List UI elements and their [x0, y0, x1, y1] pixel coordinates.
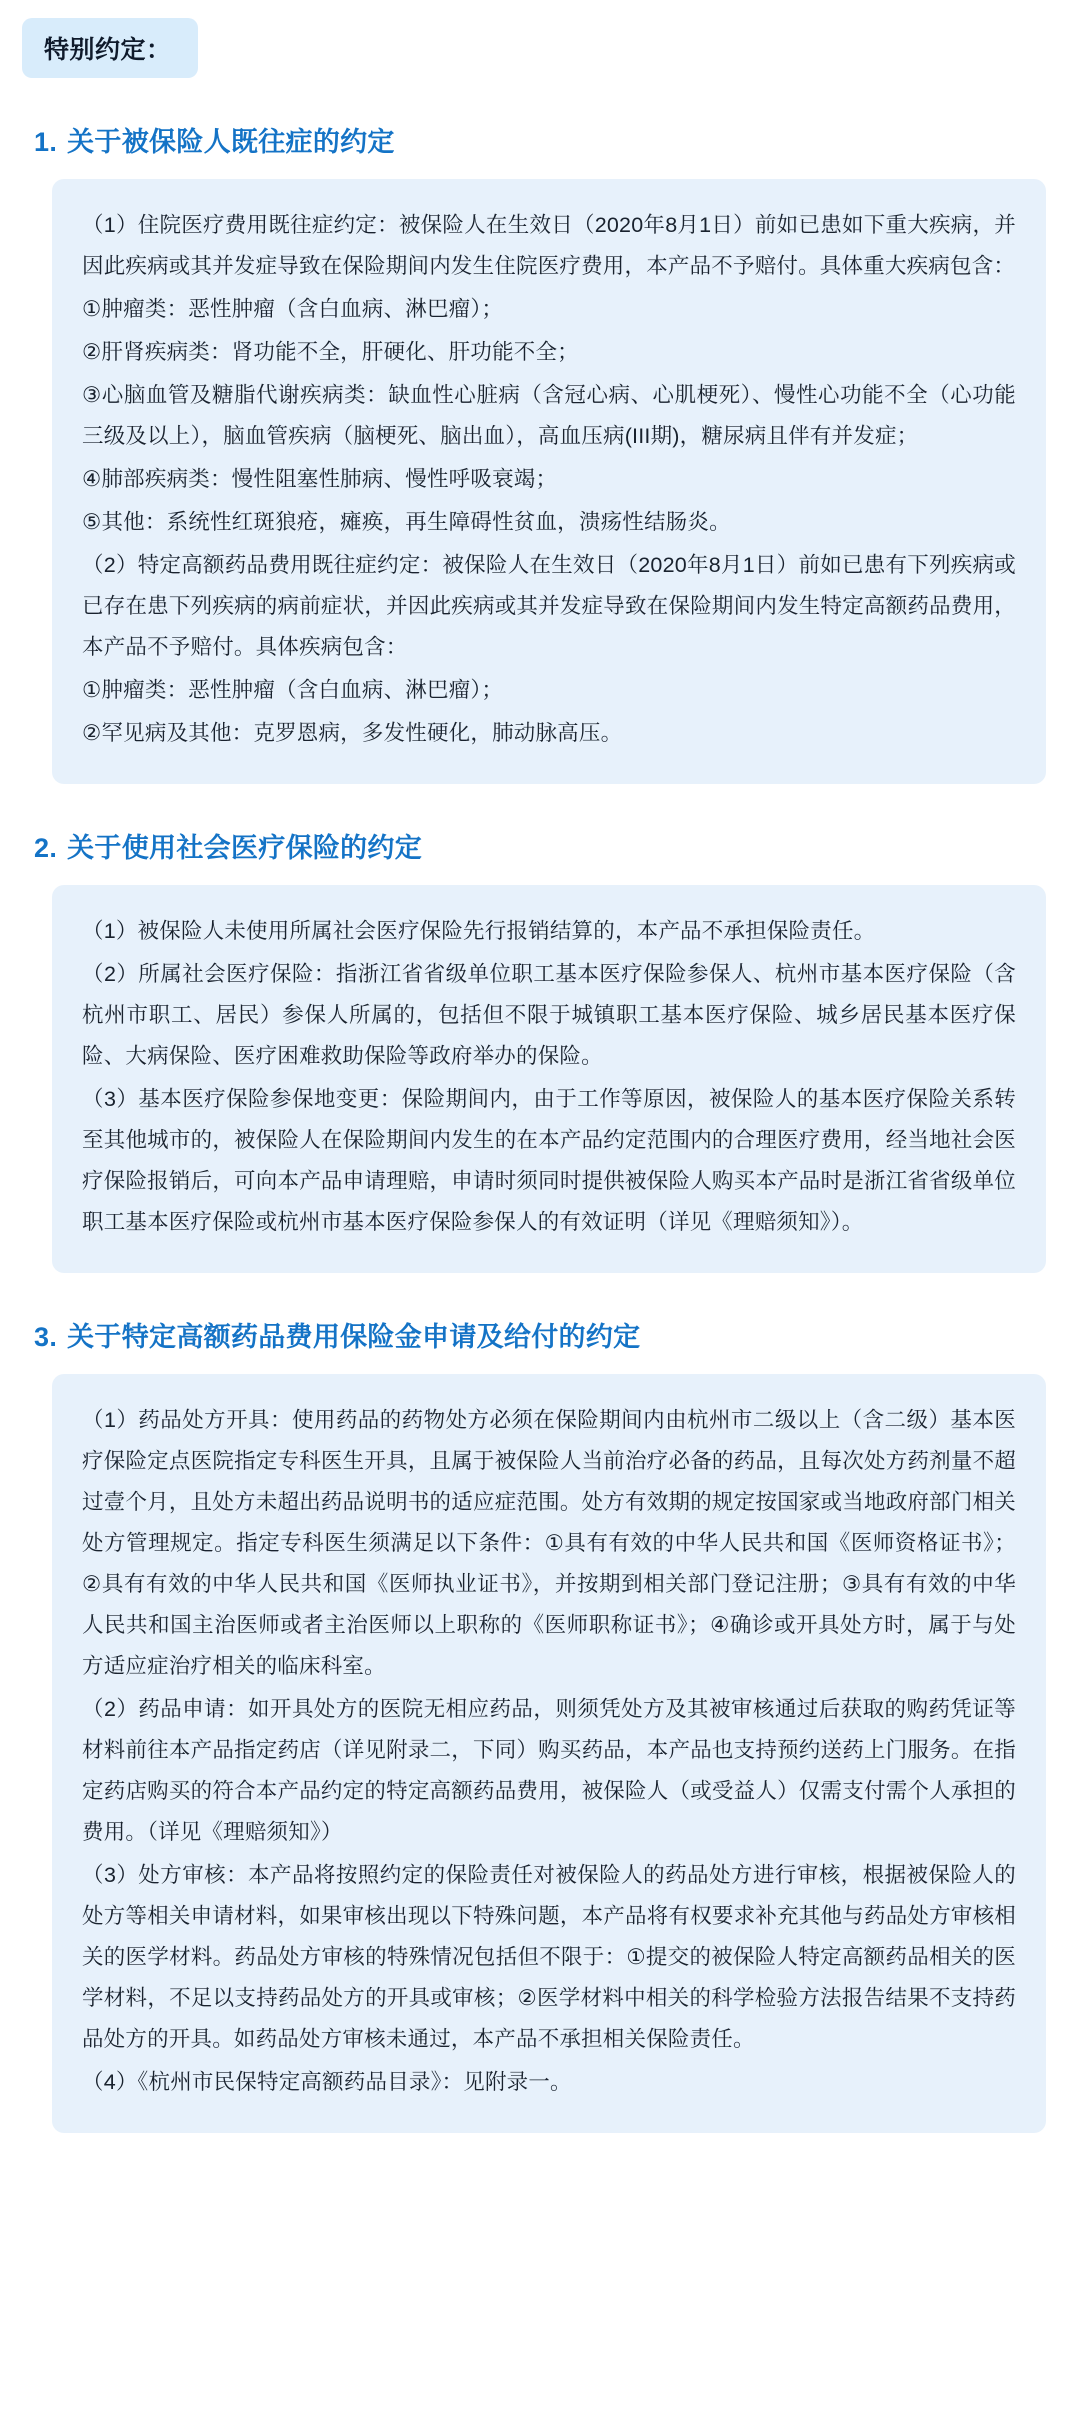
section-title-3: 关于特定高额药品费用保险金申请及给付的约定 — [67, 1322, 641, 1352]
section-heading-2 — [34, 826, 1080, 865]
paragraph: ②罕见病及其他：克罗恩病，多发性硬化，肺动脉高压。 — [82, 721, 623, 745]
paragraph: ④肺部疾病类：慢性阻塞性肺病、慢性呼吸衰竭； — [82, 467, 558, 491]
paragraph: ①肿瘤类：恶性肿瘤（含白血病、淋巴瘤）； — [82, 678, 504, 702]
section-heading-1 — [34, 120, 1080, 159]
section-title-1: 关于被保险人既往症的约定 — [67, 127, 395, 157]
paragraph: （3）处方审核：本产品将按照约定的保险责任对被保险人的药品处方进行审核，根据被保险人的处方等相关申请材料，如果审核出现以下特殊问题，本产品将有权要求补充其他与药品处方审核相关的医学材料。药品处方审核的特殊情况包括但不限于：①提交的被保险人特定高额药品相关的医学材料，不足以支持药品处方的开具或审核；②医学材料中相关的科学检验方法报告结果不支持药品处方的开具。如药品处方审核未通过，本产品不承担相关保险责任。 — [82, 1863, 1016, 2051]
paragraph: ②肝肾疾病类：肾功能不全，肝硬化、肝功能不全； — [82, 340, 579, 364]
paragraph: （3）基本医疗保险参保地变更：保险期间内，由于工作等原因，被保险人的基本医疗保险关系转至其他城市的，被保险人在保险期间内发生的在本产品约定范围内的合理医疗费用，经当地社会医疗保险报销后，可向本产品申请理赔，申请时须同时提供被保险人购买本产品时是浙江省省级单位职工基本医疗保险或杭州市基本医疗保险参保人的有效证明（详见《理赔须知》）。 — [82, 1087, 1016, 1234]
section-body-3 — [52, 1374, 1046, 2133]
paragraph: （4）《杭州市民保特定高额药品目录》：见附录一。 — [82, 2070, 572, 2094]
section-body-2 — [52, 885, 1046, 1273]
section-heading-3 — [34, 1315, 1080, 1354]
section-body-1 — [52, 179, 1046, 784]
page-title: 特别约定： — [44, 36, 172, 64]
paragraph: （1）被保险人未使用所属社会医疗保险先行报销结算的，本产品不承担保险责任。 — [82, 919, 876, 943]
section-number-3: 3. — [34, 1322, 58, 1352]
paragraph: （2）所属社会医疗保险：指浙江省省级单位职工基本医疗保险参保人、杭州市基本医疗保险（含杭州市职工、居民）参保人所属的，包括但不限于城镇职工基本医疗保险、城乡居民基本医疗保险、大病保险、医疗困难救助保险等政府举办的保险。 — [82, 962, 1016, 1068]
paragraph: （2）特定高额药品费用既往症约定：被保险人在生效日（2020年8月1日）前如已患有下列疾病或已存在患下列疾病的病前症状，并因此疾病或其并发症导致在保险期间内发生特定高额药品费用，本产品不予赔付。具体疾病包含： — [82, 553, 1016, 659]
section-number-1: 1. — [34, 127, 58, 157]
paragraph: （1）住院医疗费用既往症约定：被保险人在生效日（2020年8月1日）前如已患如下重大疾病，并因此疾病或其并发症导致在保险期间内发生住院医疗费用，本产品不予赔付。具体重大疾病包含： — [82, 213, 1016, 278]
section-title-2: 关于使用社会医疗保险的约定 — [67, 833, 423, 863]
paragraph: （2）药品申请：如开具处方的医院无相应药品，则须凭处方及其被审核通过后获取的购药凭证等材料前往本产品指定药店（详见附录二，下同）购买药品，本产品也支持预约送药上门服务。在指定药店购买的符合本产品约定的特定高额药品费用，被保险人（或受益人）仅需支付需个人承担的费用。（详见《理赔须知》） — [82, 1697, 1016, 1844]
paragraph: ①肿瘤类：恶性肿瘤（含白血病、淋巴瘤）； — [82, 297, 504, 321]
paragraph: （1）药品处方开具：使用药品的药物处方必须在保险期间内由杭州市二级以上（含二级）基本医疗保险定点医院指定专科医生开具，且属于被保险人当前治疗必备的药品，且每次处方药剂量不超过壹个月，且处方未超出药品说明书的适应症范围。处方有效期的规定按国家或当地政府部门相关处方管理规定。指定专科医生须满足以下条件：①具有有效的中华人民共和国《医师资格证书》；②具有有效的中华人民共和国《医师执业证书》，并按期到相关部门登记注册；③具有有效的中华人民共和国主治医师或者主治医师以上职称的《医师职称证书》；④确诊或开具处方时，属于与处方适应症治疗相关的临床科室。 — [82, 1408, 1016, 1678]
paragraph: ⑤其他：系统性红斑狼疮，瘫痪，再生障碍性贫血，溃疡性结肠炎。 — [82, 510, 731, 534]
section-number-2: 2. — [34, 833, 58, 863]
document-header — [22, 18, 198, 78]
paragraph: ③心脑血管及糖脂代谢疾病类：缺血性心脏病（含冠心病、心肌梗死）、慢性心功能不全（心功能三级及以上），脑血管疾病（脑梗死、脑出血），高血压病(III期)，糖尿病且伴有并发症； — [82, 383, 1016, 448]
